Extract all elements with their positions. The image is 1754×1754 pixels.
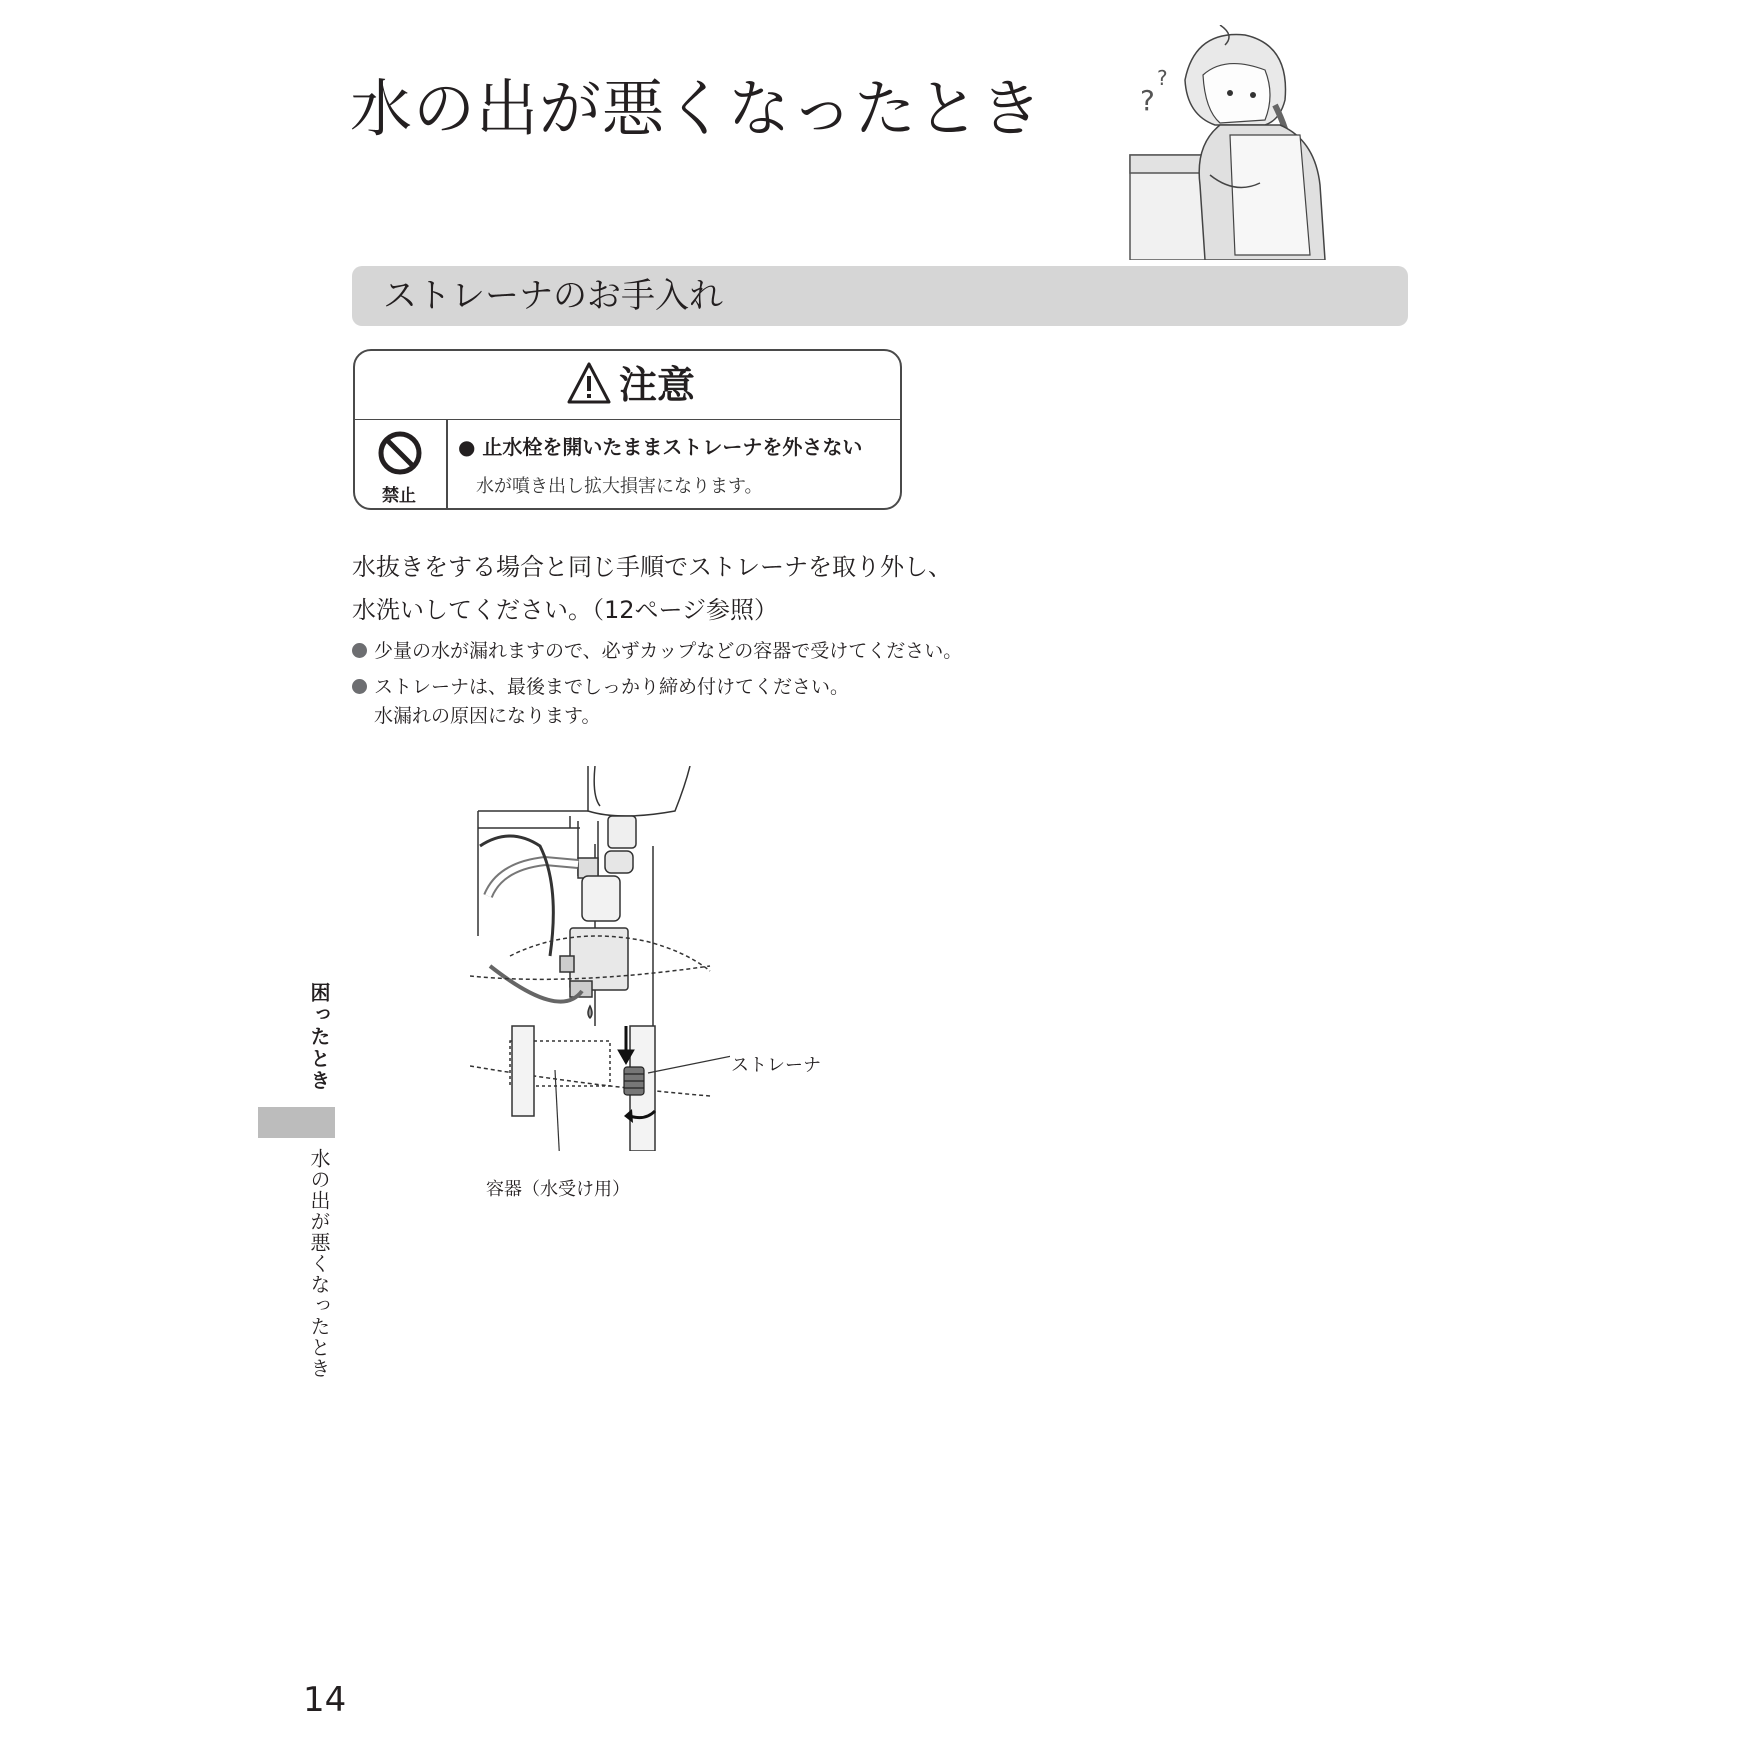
section-title: ストレーナのお手入れ	[383, 276, 723, 316]
caution-main-text: ● 止水栓を開いたままストレーナを外さない	[458, 435, 863, 459]
prohibition-icon	[376, 429, 424, 477]
instruction-text	[352, 546, 952, 632]
prohibit-label: 禁止	[382, 486, 416, 506]
caution-header	[355, 351, 900, 420]
notes-list	[352, 637, 962, 731]
bullet-icon	[352, 643, 367, 658]
side-index-section: 水の出が悪くなったとき	[307, 1148, 331, 1379]
note-item: 少量の水が漏れますので、必ずカップなどの容器で受けてください。	[352, 637, 962, 666]
caution-box	[353, 349, 902, 510]
strainer-part	[624, 1067, 644, 1095]
caution-divider	[446, 419, 448, 510]
page-number: 14	[303, 1680, 347, 1720]
svg-text:?: ?	[1157, 66, 1168, 90]
side-index-tab	[258, 1107, 335, 1138]
caution-heading: 注意	[619, 363, 696, 407]
strainer-label: ストレーナ	[731, 1055, 821, 1076]
person-with-sink-illustration	[1125, 25, 1410, 260]
caution-sub-text: 水が噴き出し拡大損害になります。	[476, 476, 763, 497]
container-label: 容器（水受け用）	[486, 1179, 630, 1200]
strainer-removal-diagram	[470, 766, 730, 1151]
instruction-line-1: 水抜きをする場合と同じ手順でストレーナを取り外し、	[352, 553, 952, 581]
side-index-chapter: 困ったとき	[307, 982, 331, 1092]
note-item: ストレーナは、最後までしっかり締め付けてください。 水漏れの原因になります。	[352, 673, 962, 731]
instruction-line-2: 水洗いしてください。（12ページ参照）	[352, 596, 779, 624]
page-title: 水の出が悪くなったとき	[350, 72, 1044, 145]
svg-text:?: ?	[1140, 84, 1155, 117]
bullet-icon	[352, 679, 367, 694]
warning-triangle-icon	[566, 361, 612, 405]
